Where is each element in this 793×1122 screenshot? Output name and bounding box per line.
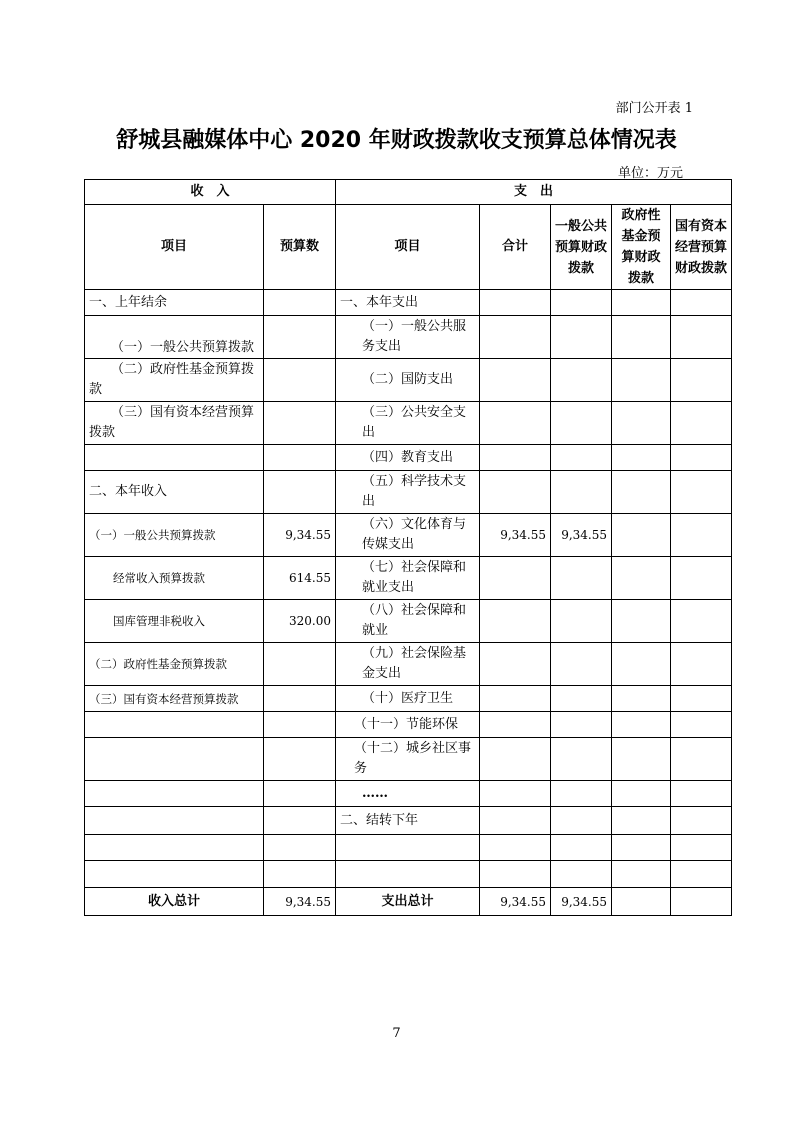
expense-item: （七）社会保障和就业支出 [336,557,480,600]
expense-general [551,600,612,643]
table-row [85,738,732,781]
expense-item: （三）公共安全支出 [336,402,480,445]
income-item [85,861,264,888]
expense-gov-fund [612,686,671,712]
income-budget [264,861,336,888]
expense-general [551,445,612,471]
expense-item: 一、本年支出 [336,290,480,316]
expense-gov-fund [612,643,671,686]
income-budget [264,835,336,861]
expense-total [480,445,551,471]
expense-state-capital [671,514,732,557]
income-item [85,835,264,861]
expense-gov-fund [612,359,671,402]
income-budget [264,316,336,359]
expense-total [480,600,551,643]
expense-gov-fund [612,290,671,316]
expense-item: （八）社会保障和就业 [336,600,480,643]
expense-total-state-capital [671,888,732,916]
table-row [85,835,732,861]
income-budget: 320.00 [264,600,336,643]
expense-item: （十二）城乡社区事务 [336,738,480,781]
expense-state-capital [671,686,732,712]
page-number: 7 [392,1026,401,1041]
expense-total-general: 9,34.55 [551,888,612,916]
expense-total [480,471,551,514]
expense-total [480,738,551,781]
expense-general [551,738,612,781]
expense-state-capital [671,738,732,781]
income-budget [264,402,336,445]
expense-gov-fund [612,445,671,471]
budget-table [84,179,732,916]
expense-general [551,686,612,712]
income-budget [264,738,336,781]
expense-state-capital [671,807,732,835]
expense-state-capital [671,861,732,888]
expense-total [480,316,551,359]
income-budget: 614.55 [264,557,336,600]
expense-total [480,712,551,738]
expense-general [551,643,612,686]
expense-gov-fund [612,557,671,600]
income-item [85,445,264,471]
income-item: 二、本年收入 [85,471,264,514]
expense-item: （一）一般公共服务支出 [336,316,480,359]
expense-general [551,316,612,359]
expense-gov-fund [612,712,671,738]
expense-state-capital [671,290,732,316]
col-gov-fund: 政府性基金预算财政拨款 [612,205,671,290]
income-budget [264,807,336,835]
table-row [85,445,732,471]
table-row [85,643,732,686]
expense-state-capital [671,402,732,445]
expense-total [480,290,551,316]
income-budget [264,781,336,807]
col-total: 合计 [480,205,551,290]
income-budget [264,290,336,316]
col-state-capital: 国有资本经营预算财政拨款 [671,205,732,290]
expense-total-value: 9,34.55 [480,888,551,916]
table-row [85,290,732,316]
expense-gov-fund [612,835,671,861]
expense-total [480,781,551,807]
expense-item: （五）科学技术支出 [336,471,480,514]
expense-total [480,835,551,861]
table-row [85,781,732,807]
expense-gov-fund [612,402,671,445]
income-budget: 9,34.55 [264,514,336,557]
col-general-budget: 一般公共预算财政拨款 [551,205,612,290]
expense-state-capital [671,359,732,402]
table-row [85,402,732,445]
expense-general: 9,34.55 [551,514,612,557]
table-row [85,861,732,888]
table-row [85,471,732,514]
unit-label: 单位：万元 [617,166,683,181]
expense-gov-fund [612,471,671,514]
expense-general [551,712,612,738]
expense-state-capital [671,600,732,643]
income-item [85,781,264,807]
expense-general [551,557,612,600]
income-item: 国库管理非税收入 [85,600,264,643]
expense-item: 二、结转下年 [336,807,480,835]
expense-gov-fund [612,738,671,781]
expense-total [480,861,551,888]
column-header-row [85,205,732,290]
expense-state-capital [671,835,732,861]
table-row [85,807,732,835]
expense-state-capital [671,643,732,686]
expense-total-label: 支出总计 [336,888,480,916]
expense-item: （四）教育支出 [336,445,480,471]
income-budget [264,686,336,712]
expense-state-capital [671,557,732,600]
expense-state-capital [671,316,732,359]
income-group-header: 收 入 [85,180,336,205]
expense-total [480,359,551,402]
income-item [85,807,264,835]
income-total-value: 9,34.55 [264,888,336,916]
expense-general [551,835,612,861]
income-budget [264,712,336,738]
expense-state-capital [671,781,732,807]
income-item: 经常收入预算拨款 [85,557,264,600]
income-item: （二）政府性基金预算拨款 [85,359,264,402]
expense-general [551,471,612,514]
expense-gov-fund [612,600,671,643]
col-income-budget: 预算数 [264,205,336,290]
table-row [85,600,732,643]
form-number: 部门公开表 1 [615,101,693,116]
expense-general [551,359,612,402]
expense-total [480,686,551,712]
income-budget [264,471,336,514]
expense-total [480,402,551,445]
table-row [85,686,732,712]
group-header-row [85,180,732,205]
expense-item [336,835,480,861]
income-item: （三）国有资本经营预算拨款 [85,686,264,712]
expense-item: （九）社会保险基金支出 [336,643,480,686]
income-item: 一、上年结余 [85,290,264,316]
expense-gov-fund [612,514,671,557]
expense-general [551,402,612,445]
expense-state-capital [671,712,732,738]
income-budget [264,643,336,686]
expense-general [551,290,612,316]
expense-item: （十）医疗卫生 [336,686,480,712]
expense-general [551,781,612,807]
income-item [85,712,264,738]
expense-general [551,807,612,835]
expense-total [480,643,551,686]
expense-state-capital [671,471,732,514]
expense-gov-fund [612,316,671,359]
expense-total [480,557,551,600]
income-item [85,738,264,781]
income-item: （一）一般公共预算拨款 [85,514,264,557]
expense-total: 9,34.55 [480,514,551,557]
income-budget [264,445,336,471]
table-row [85,514,732,557]
income-item: （二）政府性基金预算拨款 [85,643,264,686]
expense-total [480,807,551,835]
col-expense-item: 项目 [336,205,480,290]
total-row [85,888,732,916]
expense-group-header: 支 出 [336,180,732,205]
page-title: 舒城县融媒体中心 2020 年财政拨款收支预算总体情况表 [116,128,677,153]
table-row [85,316,732,359]
expense-general [551,861,612,888]
table-row [85,359,732,402]
expense-item: （六）文化体育与传媒支出 [336,514,480,557]
expense-gov-fund [612,807,671,835]
expense-gov-fund [612,781,671,807]
income-item: （三）国有资本经营预算拨款 [85,402,264,445]
expense-state-capital [671,445,732,471]
table-row [85,557,732,600]
col-income-item: 项目 [85,205,264,290]
expense-item: （十一）节能环保 [336,712,480,738]
expense-gov-fund [612,861,671,888]
income-budget [264,359,336,402]
income-total-label: 收入总计 [85,888,264,916]
income-item: （一）一般公共预算拨款 [85,316,264,359]
table-row [85,712,732,738]
expense-item: …… [336,781,480,807]
expense-item: （二）国防支出 [336,359,480,402]
expense-item [336,861,480,888]
expense-total-gov-fund [612,888,671,916]
